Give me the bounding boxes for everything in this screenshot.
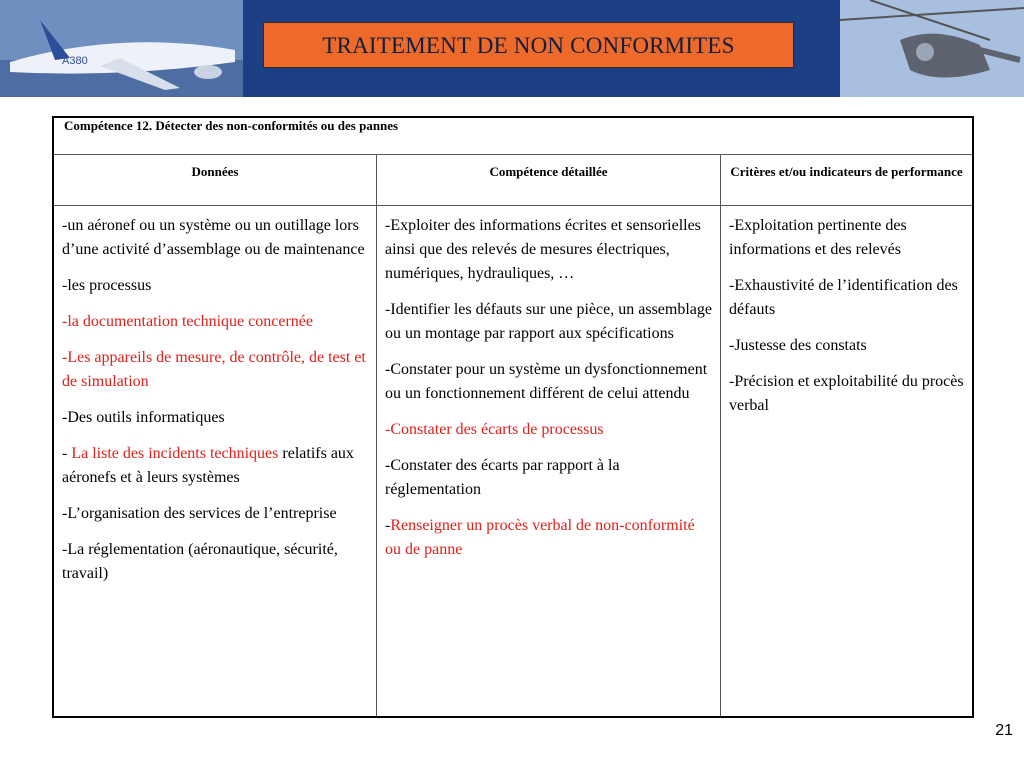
list-item: -Des outils informatiques <box>62 409 225 426</box>
list-item: -un aéronef ou un système ou un outillage lors d’une activité d’assemblage ou de maintenance <box>62 217 365 258</box>
list-item: -La réglementation (aéronautique, sécurité, travail) <box>62 541 338 582</box>
criteres-cell <box>721 206 974 718</box>
competence-title: Compétence 12. Détecter des non-conformités ou des pannes <box>53 117 973 155</box>
page-number: 21 <box>995 722 1013 739</box>
list-item: -les processus <box>62 277 152 294</box>
item-red-text: Renseigner un procès verbal de non-conformité ou de panne <box>385 517 695 558</box>
list-item: -la documentation technique concernée <box>62 313 313 330</box>
a380-airplane-image <box>0 0 243 97</box>
list-item: -Constater des écarts de processus <box>385 421 604 438</box>
competence-detaillee-cell <box>377 206 721 718</box>
list-item: -Exploitation pertinente des informations et des relevés <box>729 217 907 258</box>
list-item <box>385 514 712 562</box>
item-suffix: relatifs aux aéronefs et à leurs systèmes <box>62 445 354 486</box>
list-item: -Justesse des constats <box>729 337 867 354</box>
list-item <box>62 442 368 490</box>
column-header-donnees: Données <box>53 155 377 206</box>
list-item: -Précision et exploitabilité du procès verbal <box>729 373 964 414</box>
list-item: -Identifier les défauts sur une pièce, un assemblage ou un montage par rapport aux spécifications <box>385 301 712 342</box>
competence-table <box>52 116 974 718</box>
header-banner <box>0 0 1024 97</box>
list-item: -Les appareils de mesure, de contrôle, de test et de simulation <box>62 349 366 390</box>
item-prefix: - <box>385 517 391 534</box>
svg-text:A380: A380 <box>62 55 88 67</box>
helicopter-image <box>840 0 1024 97</box>
item-red-text: La liste des incidents techniques <box>71 445 279 462</box>
list-item: -Exhaustivité de l’identification des défauts <box>729 277 958 318</box>
column-header-competence-detaillee: Compétence détaillée <box>377 155 721 206</box>
slide-title: TRAITEMENT DE NON CONFORMITES <box>263 22 794 68</box>
list-item: -Exploiter des informations écrites et sensorielles ainsi que des relevés de mesures électriques, numériques, hydrauliques, … <box>385 217 701 282</box>
column-header-criteres: Critères et/ou indicateurs de performance <box>721 155 974 206</box>
donnees-cell <box>53 206 377 718</box>
list-item: -L’organisation des services de l’entreprise <box>62 505 337 522</box>
item-prefix: - <box>62 445 72 462</box>
list-item: -Constater pour un système un dysfonctionnement ou un fonctionnement différent de celui attendu <box>385 361 708 402</box>
list-item: -Constater des écarts par rapport à la réglementation <box>385 457 620 498</box>
